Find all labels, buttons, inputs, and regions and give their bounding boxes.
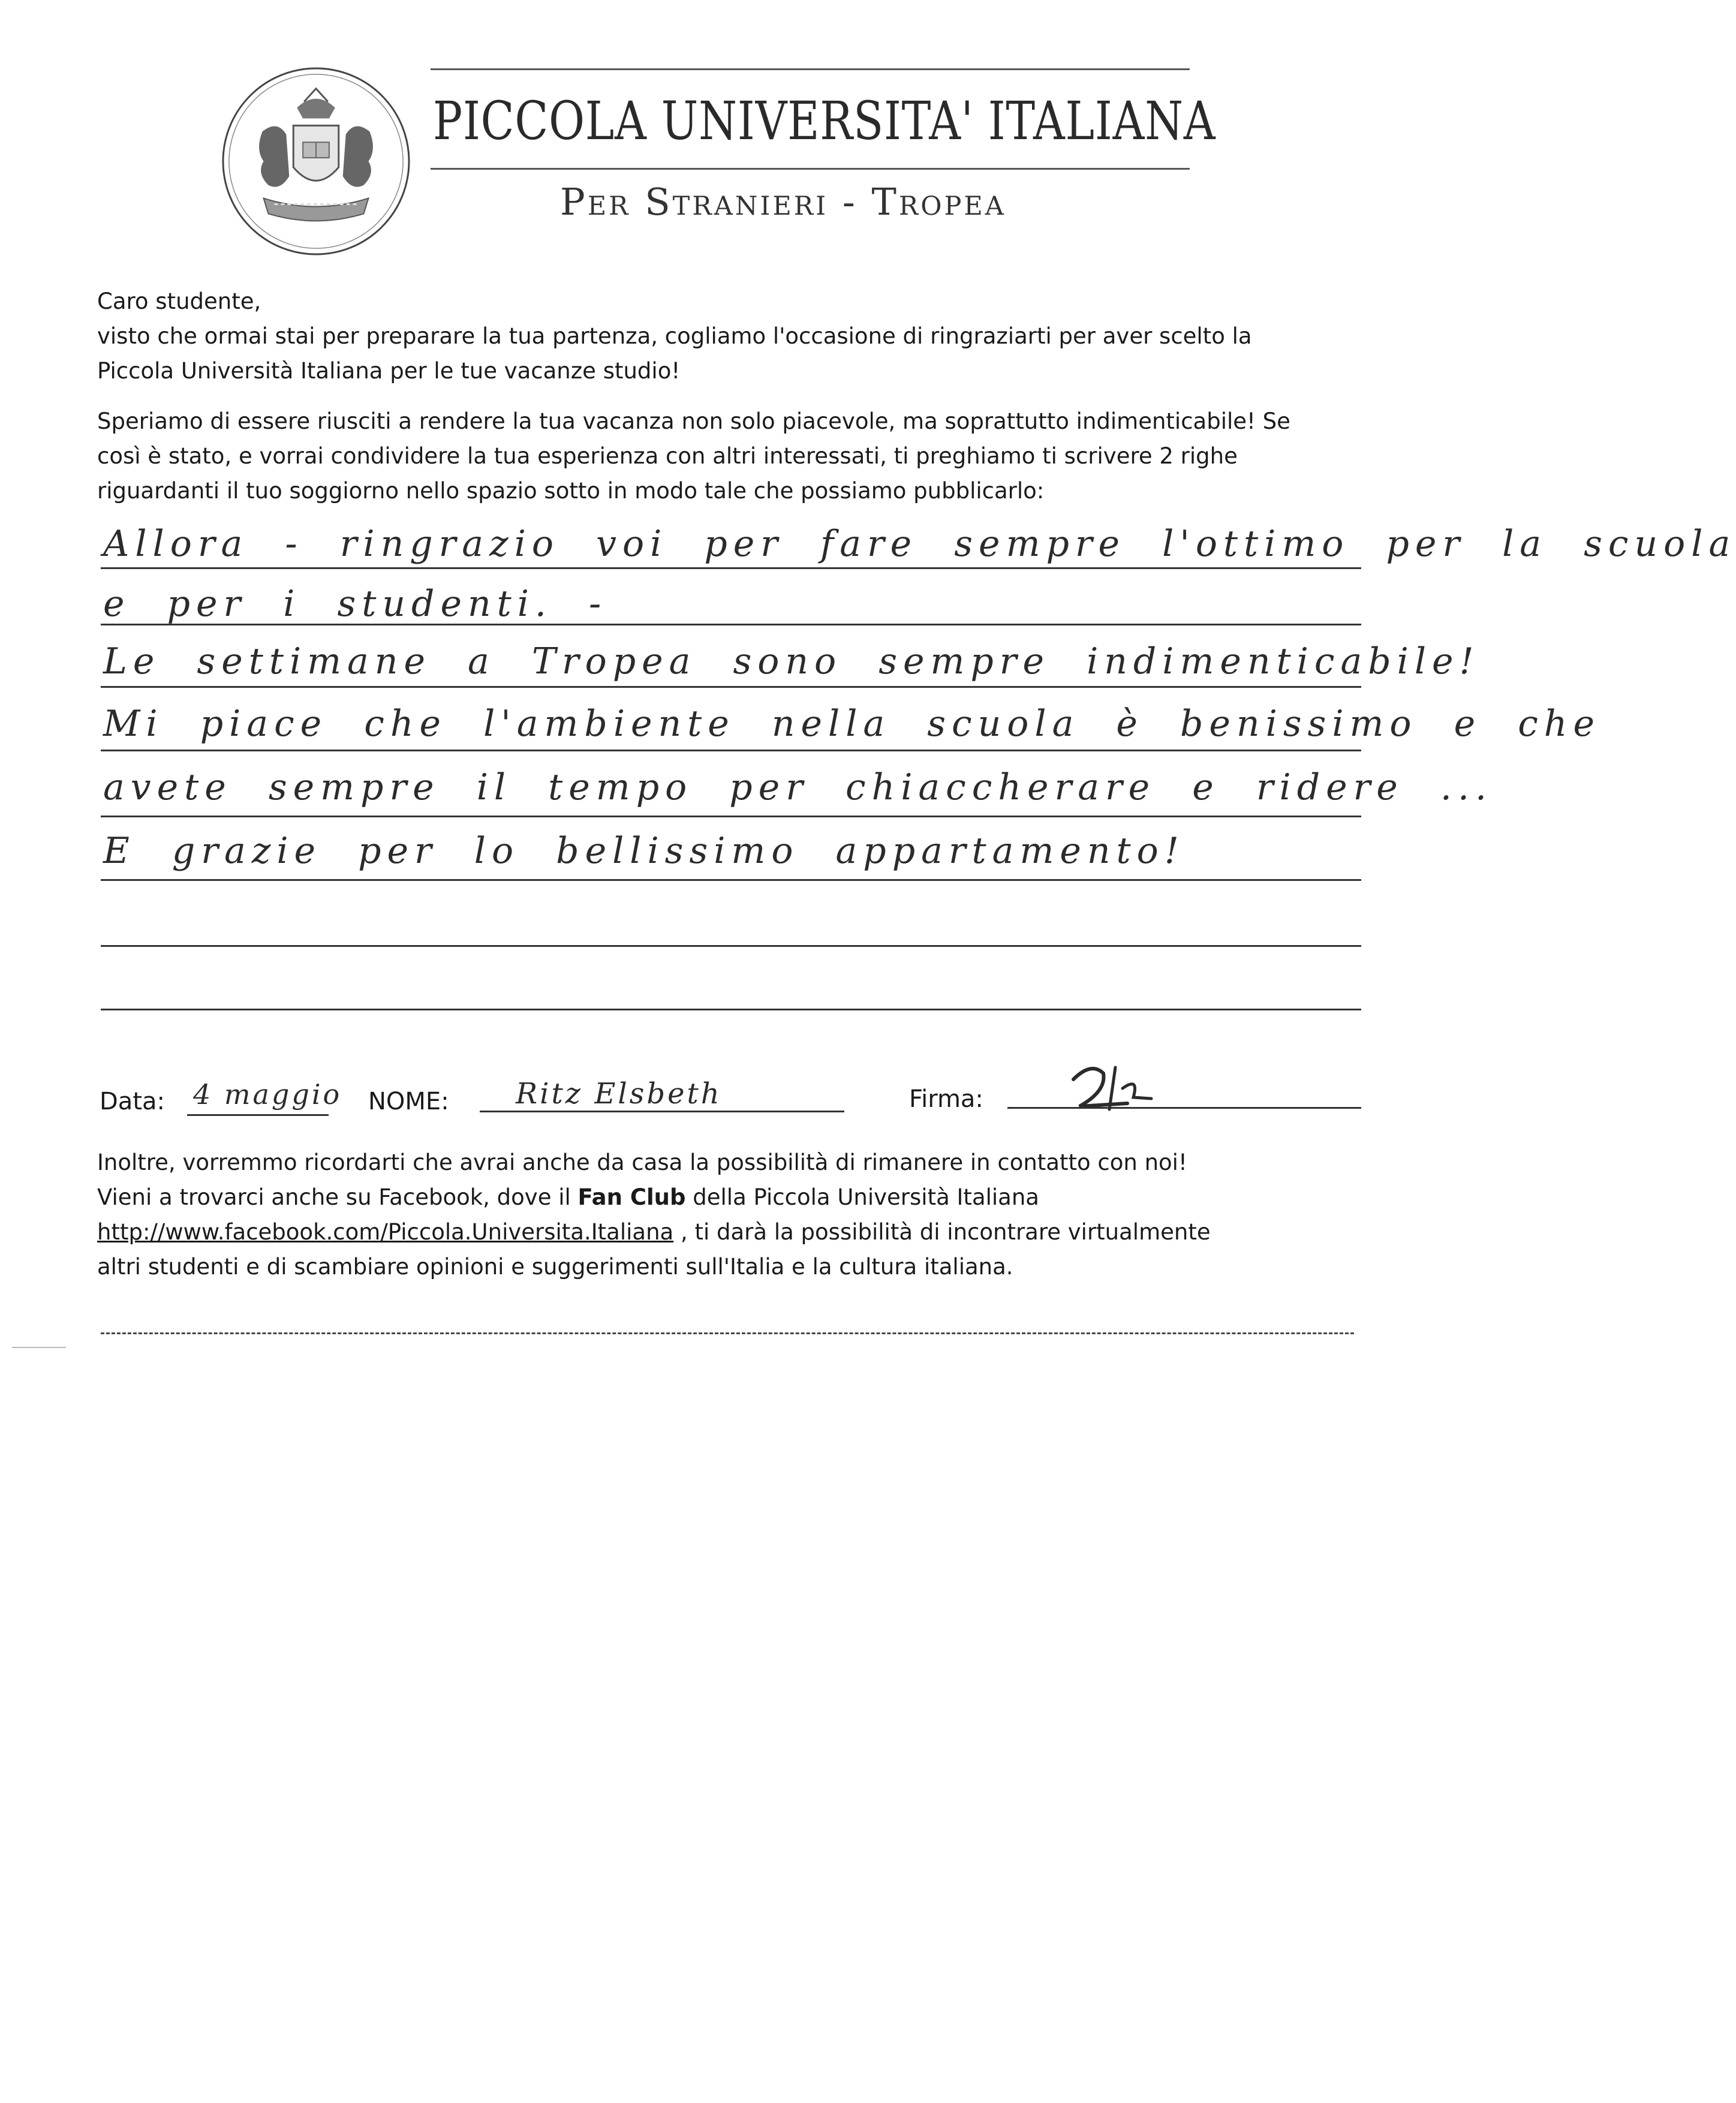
bottom-divider (101, 1332, 1354, 1334)
writing-line (101, 1009, 1361, 1010)
closing-text: , ti darà la possibilità di incontrare virtualmente (673, 1219, 1211, 1245)
university-seal-logo (221, 66, 411, 257)
writing-line (101, 945, 1361, 947)
closing-line (97, 1180, 1368, 1215)
writing-line (101, 879, 1361, 881)
signature-line (1007, 1107, 1361, 1109)
name-value: Ritz Elsbeth (516, 1077, 722, 1111)
intro-paragraph (97, 284, 1368, 389)
closing-line (97, 1215, 1368, 1250)
closing-line: Inoltre, vorremmo ricordarti che avrai anche da casa la possibilità di rimanere in contatto con noi! (97, 1150, 1187, 1175)
university-subtitle: Per Stranieri - Tropea (560, 180, 1006, 224)
name-label: NOME: (368, 1088, 449, 1115)
signature-label: Firma: (909, 1085, 983, 1113)
closing-text: della Piccola Università Italiana (685, 1184, 1039, 1210)
handwritten-line: Allora - ringrazio voi per fare sempre l'ottimo per la scuola (103, 523, 1736, 565)
coat-of-arms-icon (221, 66, 411, 257)
intro-line: Piccola Università Italiana per le tue vacanze studio! (97, 358, 681, 384)
closing-paragraph (97, 1145, 1368, 1284)
closing-text: Vieni a trovarci anche su Facebook, dove il (97, 1184, 578, 1210)
facebook-link[interactable]: http://www.facebook.com/Piccola.Universita.Italiana (97, 1219, 674, 1245)
handwritten-line: e per i studenti. - (103, 583, 607, 625)
intro-line: visto che ormai stai per preparare la tua partenza, cogliamo l'occasione di ringraziarti per aver scelto la (97, 323, 1252, 349)
handwritten-line: Mi piace che l'ambiente nella scuola è benissimo e che (103, 703, 1600, 745)
header-bottom-rule (431, 168, 1190, 170)
intro-line: Caro studente, (97, 288, 261, 314)
request-line: Speriamo di essere riusciti a rendere la tua vacanza non solo piacevole, ma soprattutto indimenticabile! Se (97, 408, 1290, 434)
date-label: Data: (100, 1088, 165, 1115)
request-line: così è stato, e vorrai condividere la tua esperienza con altri interessati, ti preghiamo ti scrivere 2 righe (97, 443, 1238, 469)
university-name: PICCOLA UNIVERSITA' ITALIANA (433, 90, 1216, 152)
fan-club-label: Fan Club (577, 1184, 686, 1210)
scan-margin-mark (12, 1347, 66, 1348)
handwritten-line: Le settimane a Tropea sono sempre indimenticabile! (103, 640, 1480, 682)
handwritten-line: avete sempre il tempo per chiaccherare e ridere ... (103, 766, 1493, 808)
date-line (187, 1114, 329, 1116)
writing-line (101, 567, 1361, 569)
handwritten-signature (1055, 1055, 1163, 1121)
header-top-rule (431, 68, 1190, 70)
writing-line (101, 624, 1361, 625)
writing-line (101, 750, 1361, 751)
handwritten-line: E grazie per lo bellissimo appartamento! (103, 830, 1185, 872)
request-paragraph (97, 404, 1368, 509)
closing-line: altri studenti e di scambiare opinioni e suggerimenti sull'Italia e la cultura italiana. (97, 1254, 1013, 1280)
name-line (480, 1111, 844, 1112)
writing-line (101, 816, 1361, 817)
date-value: 4 maggio (193, 1078, 342, 1111)
request-line: riguardanti il tuo soggiorno nello spazio sotto in modo tale che possiamo pubblicarlo: (97, 478, 1045, 504)
writing-line (101, 686, 1361, 688)
